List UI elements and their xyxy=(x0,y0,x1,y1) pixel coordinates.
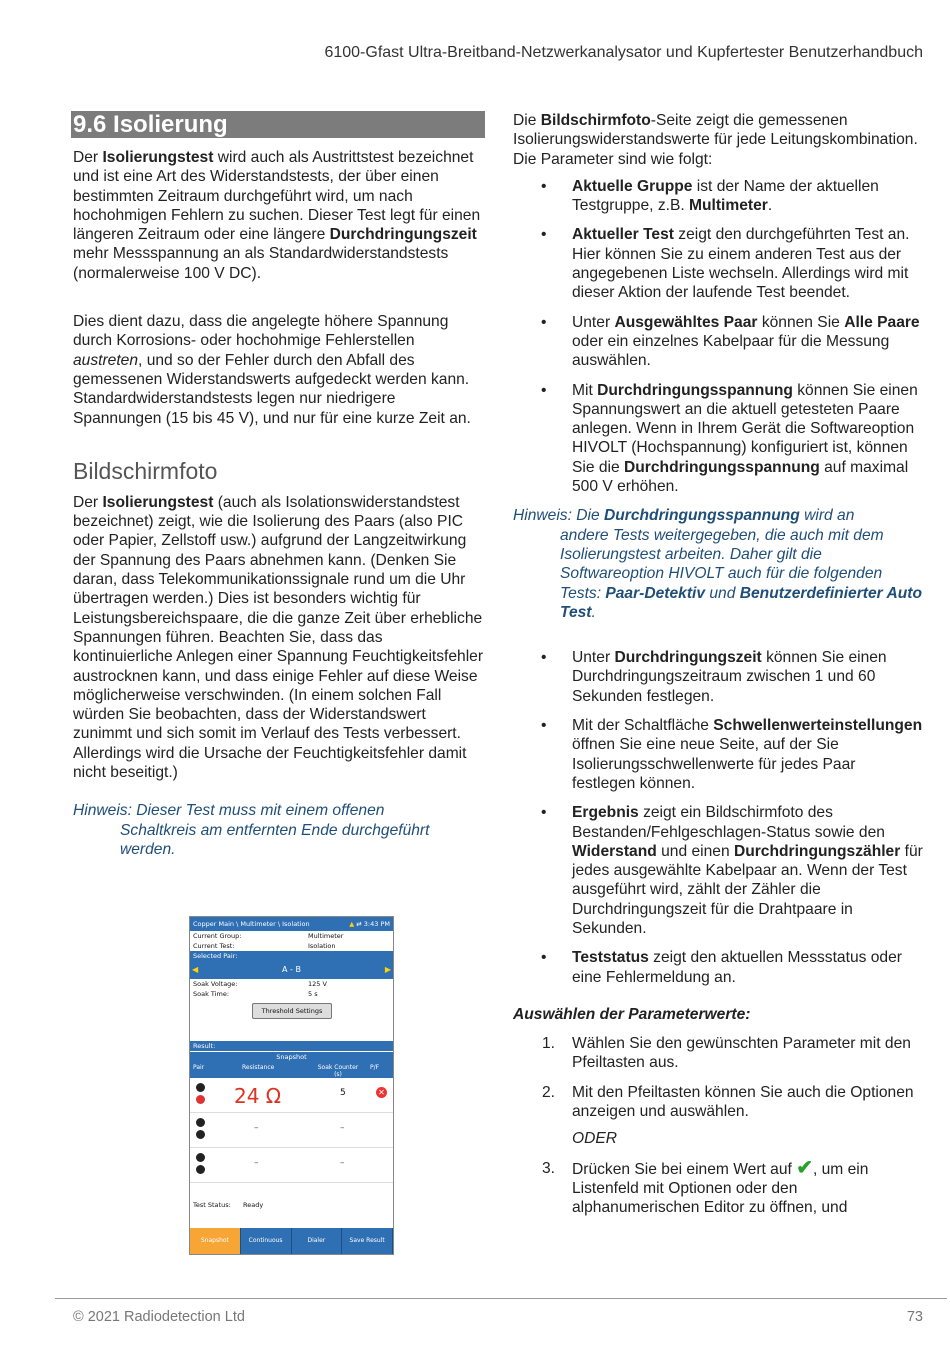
paragraph-right-intro: Die Bildschirmfoto-Seite zeigt die gemessenen Isolierungswiderstandswerte für jede Leitungskombination. Die Parameter sind wie folgt: xyxy=(513,112,918,168)
softkey-save-result[interactable]: Save Result xyxy=(342,1228,393,1254)
list-item: • Unter Ausgewähltes Paar können Sie Alle Paare oder ein einzelnes Kabelpaar für die Messung auswählen. xyxy=(513,313,923,371)
device-test-status: Test Status: Ready xyxy=(193,1201,264,1209)
left-column xyxy=(73,111,485,878)
device-current-test[interactable]: Current Test: Isolation xyxy=(193,942,336,950)
arrow-left-icon: ◀ xyxy=(192,965,199,974)
device-table-row: – – xyxy=(190,1148,393,1183)
device-current-group[interactable]: Current Group: Multimeter xyxy=(193,932,344,940)
device-selected-pair-label: Selected Pair: xyxy=(190,951,393,961)
list-item: • Mit Durchdringungsspannung können Sie einen Spannungswert an die aktuell getesteten Paare anlegen. Wenn in Ihrem Gerät die Softwareoption HIVOLT (Hochspannung) konfiguriert ist, können Sie die Durchdringungsspannung auf maximal 500 V erhöhen. xyxy=(513,381,923,497)
device-table-row: – – xyxy=(190,1113,393,1148)
steps-list xyxy=(513,1034,923,1217)
device-softkeys xyxy=(190,1228,393,1254)
page-number: 73 xyxy=(906,1309,923,1325)
section-title: 9.6 Isolierung xyxy=(71,111,485,138)
softkey-snapshot[interactable]: Snapshot xyxy=(190,1228,241,1254)
device-table-row: 24 Ω 5 ✕ xyxy=(190,1078,393,1113)
list-item: • Mit der Schaltfläche Schwellenwerteinstellungen öffnen Sie eine neue Seite, auf der Sie Isolierungsschwellenwerte für jedes Paar festlegen können. xyxy=(513,716,923,793)
note-open-circuit: Hinweis: Dieser Test muss mit einem offenen Schaltkreis am entfernten Ende durchgeführt werden. xyxy=(73,802,430,858)
device-screenshot xyxy=(189,916,394,1255)
device-pair-selector[interactable]: ◀ A - B ▶ xyxy=(190,961,393,979)
right-column xyxy=(513,111,923,1228)
list-item: 2. Mit den Pfeiltasten können Sie auch die Optionen anzeigen und auswählen. ODER xyxy=(513,1083,923,1149)
paragraph-purpose: Dies dient dazu, dass die angelegte höhere Spannung durch Korrosions- oder hochohmige Fehlerstellen austreten, und so der Fehler durch den Abfall des gemessenen Widerstandswerts aufgedeckt werden kann. Standardwiderstandstests legen nur niedrigere Spannungen (15 bis 45 V), und nur für eine kurze Zeit an. xyxy=(73,313,471,427)
list-item: • Aktueller Test zeigt den durchgeführten Test an. Hier können Sie zu einem anderen Test aus der angegebenen Liste wechseln. Allerdings wird mit dieser Aktion der laufende Test beendet. xyxy=(513,225,923,302)
device-snapshot-label: Snapshot xyxy=(190,1051,393,1062)
threshold-settings-button[interactable]: Threshold Settings xyxy=(252,1003,332,1019)
list-item: • Ergebnis zeigt ein Bildschirmfoto des Bestanden/Fehlgeschlagen-Status sowie den Widerstand und einen Durchdringungszähler für jedes ausgewählte Kabelpaar an. Wenn der Test ausgeführt wird, zählt der Zähler die Durchdringungszeit für die Drahtpaare in Sekunden. xyxy=(513,803,923,938)
subtitle-snapshot: Bildschirmfoto xyxy=(73,457,218,484)
parameter-list xyxy=(513,177,923,496)
subhead-select-values: Auswählen der Parameterwerte: xyxy=(513,1005,751,1023)
list-item: • Aktuelle Gruppe ist der Name der aktuellen Testgruppe, z.B. Multimeter. xyxy=(513,177,923,216)
footer-divider xyxy=(55,1298,947,1299)
footer-copyright: © 2021 Radiodetection Ltd xyxy=(73,1309,245,1325)
device-result-label: Result: xyxy=(190,1041,393,1051)
oder-label: ODER xyxy=(572,1130,618,1148)
device-soak-voltage[interactable]: Soak Voltage: 125 V xyxy=(193,980,327,988)
device-title-bar: Copper Main \ Multimeter \ Isolation ▲ ⇄ 3:43 PM xyxy=(190,917,393,931)
parameter-list-2 xyxy=(513,648,923,987)
softkey-dialer[interactable]: Dialer xyxy=(292,1228,343,1254)
list-item: • Unter Durchdringungszeit können Sie einen Durchdringungszeitraum zwischen 1 und 60 Sekunden festlegen. xyxy=(513,648,923,706)
list-item: 1. Wählen Sie den gewünschten Parameter mit den Pfeiltasten aus. xyxy=(542,1035,911,1072)
arrow-right-icon: ▶ xyxy=(384,965,391,974)
fail-icon: ✕ xyxy=(376,1087,387,1098)
warning-icon: ▲ xyxy=(349,920,355,928)
device-table-header: Pair Resistance Soak Counter (s) P/F xyxy=(190,1062,393,1078)
list-item: • Teststatus zeigt den aktuellen Messstatus oder eine Fehlermeldung an. xyxy=(513,948,923,987)
list-item: 3. Drücken Sie bei einem Wert auf ✔, um ein Listenfeld mit Optionen oder den alphanumerischen Editor zu öffnen, und xyxy=(542,1156,869,1217)
sync-icon: ⇄ xyxy=(356,920,362,928)
page-header: 6100-Gfast Ultra-Breitband-Netzwerkanalysator und Kupfertester Benutzerhandbuch xyxy=(324,44,923,61)
paragraph-intro: Der Isolierungstest wird auch als Austrittstest bezeichnet und ist eine Art des Widerstandstests, der über einen bestimmten Zeitraum durchgeführt wird, um nach hochohmigen Fehlern zu suchen. Dieser Test legt für einen längeren Zeitraum oder eine längere Durchdringungszeit mehr Messspannung an als Standardwiderstandstests (normalerweise 100 V DC). xyxy=(73,149,481,282)
device-soak-time[interactable]: Soak Time: 5 s xyxy=(193,990,318,998)
note-soak-voltage: Hinweis: Die Durchdringungsspannung wird an andere Tests weitergegeben, die auch mit dem Isolierungstest arbeiten. Daher gilt die Softwareoption HIVOLT auch für die folgenden Tests: Paar-Detektiv und Benutzerdefinierter Auto Test. xyxy=(513,507,922,621)
softkey-continuous[interactable]: Continuous xyxy=(241,1228,292,1254)
paragraph-snapshot: Der Isolierungstest (auch als Isolationswiderstandstest bezeichnet) zeigt, wie die Isolierung des Paars (also PIC oder Papier, Zellstoff usw.) aufgrund der Langzeitwirkung der Spannung des Paars abnehmen kann. (Denken Sie daran, dass Telekommunikationssignale rund um die Uhr übertragen werden.) Dies ist besonders wichtig für Leistungsbereichspaare, die die ganze Zeit über erhebliche Spannungen führen. Beachten Sie, dass das kontinuierliche Anlegen einer Spannung Feuchtigkeitsfehler austrocknen kann, und dass einige Fehler auf diese Weise möglicherweise verschwinden. (In einem solchen Fall würden Sie beobachten, dass der Widerstandswert zunimmt und sich somit im Verlauf des Tests verbessert. Allerdings wird die Ursache der Feuchtigkeitsfehler damit nicht beseitigt.) xyxy=(73,493,484,782)
check-icon: ✔ xyxy=(796,1156,813,1179)
